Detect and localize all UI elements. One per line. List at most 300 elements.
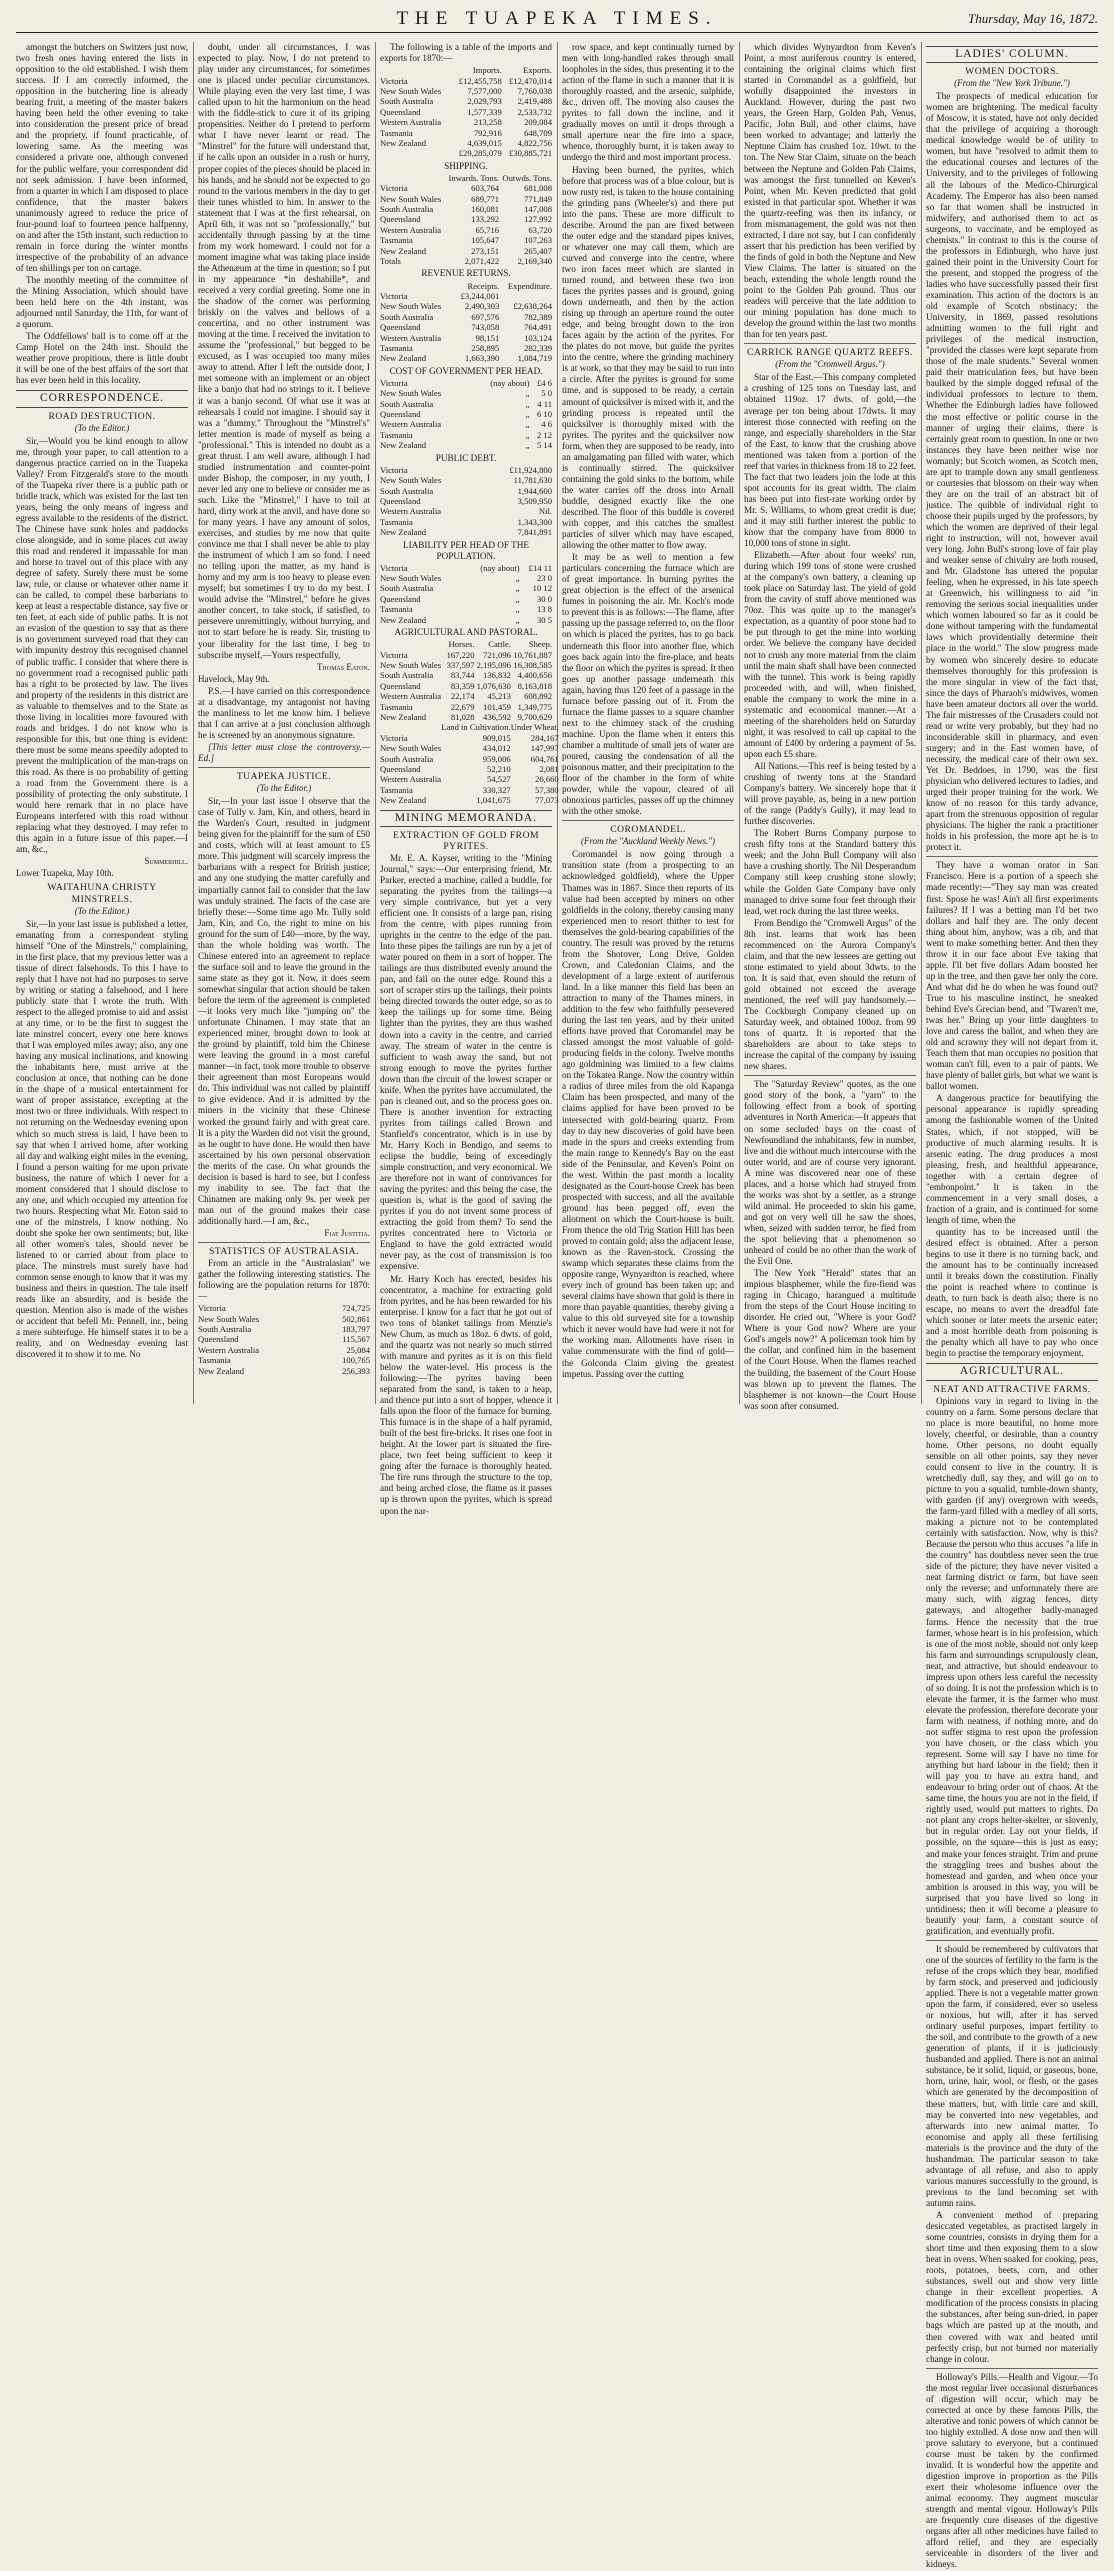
table-cell: 105,647: [471, 235, 500, 246]
editor-note: [This letter must close the controversy.—Ed.]: [198, 741, 370, 763]
table-row: [380, 256, 552, 266]
column-rule: [375, 42, 376, 1404]
table-row: [380, 486, 552, 496]
table-row: [380, 96, 552, 106]
table-cell: [380, 281, 453, 291]
table-cell: £2,638,264: [513, 301, 552, 312]
table-row: [380, 225, 552, 235]
table-title: REVENUE RETURNS.: [421, 268, 511, 279]
table-cell: 648,709: [524, 127, 552, 138]
table-row: [198, 1366, 370, 1376]
section-heading-mining: MINING MEMORANDA.: [380, 810, 552, 827]
table-cell: 101,459: [483, 701, 511, 712]
table-cell: (nay about): [480, 562, 520, 573]
table-cell: New Zealand: [380, 440, 427, 451]
table-row: [380, 204, 552, 214]
article-attribution: (From the "New York Tribune."): [954, 78, 1070, 89]
table-row: [380, 733, 559, 743]
table-row: [380, 604, 552, 614]
table-cell: 83,744: [450, 670, 475, 681]
paragraph: The New York "Herald" states that an impious blasphemer, while the fire-fiend was raging in Chicago, harangued a multitude from the steps of the Court House inciting to disorder. He cried out, "Where is your God? Where is your God now? Where are your God's angels now?" A policeman took him by the collar, and confined him in the basement of the Court House. When the flames reached the building, the basement of the Court House was blown up to prevent the flames. The blasphemer is not known—the Court House was soon after consumed.: [744, 1268, 916, 1411]
column-5: [744, 42, 916, 1411]
table-cell: 100,765: [342, 1355, 370, 1366]
article-attribution: (To the Editor.): [256, 783, 312, 794]
table-cell: Tasmania: [380, 701, 413, 712]
table-row: [380, 517, 552, 527]
table-cell: 2,169,340: [517, 256, 552, 267]
table-row: [198, 1345, 370, 1355]
table-cell: 436,592: [483, 711, 511, 722]
divider: [198, 767, 370, 768]
letter-signature: Thomas Eaton.: [316, 661, 370, 672]
table-row: [380, 465, 552, 475]
table-cell: 1,084,719: [517, 353, 552, 364]
table-cell: 133,292: [471, 214, 500, 225]
table-cell: 63,720: [528, 224, 552, 235]
table-cell: 1,076,630: [476, 680, 511, 691]
liability-table: [380, 563, 552, 625]
table-cell: 265,407: [524, 245, 552, 256]
table-cell: 107,263: [524, 235, 552, 246]
table-cell: Queensland: [380, 106, 421, 117]
columns: [16, 42, 1098, 2570]
table-cell: Queensland: [380, 680, 421, 691]
table-row: [198, 1314, 370, 1324]
table-row: [380, 527, 552, 537]
paragraph: which divides Wynyardton from Keven's Point, a most auriferous country is entered, containing the original claims which first started in Coromandel as a goldfield, but wofully disappointed the investors in Auckland. However, during the past two years, the Green Harp, Golden Pah, Venus, Pacific, John Bull, and other claims, have been worked to advantage; and latterly the Neptune Claim has crushed 1oz. 10wt. to the ton. The New Star Claim, situate on the beach between the Neptune and Golden Pah Claims, was amongst the first tunnelled on Keven's Point, when Mr. Keven predicted that gold existed in that particular spot. Whether it was the quartz-reefing was then its infancy, or from mismanagement, the gold was not then extracted, I dare not say, but I can confidently assert that his prediction has been verified by the finds of gold in both the Neptune and New View Claims. The latter is situated on the beach, extending the whole length round the point to the Golden Pah ground. Thus our readers will perceive that the late addition to our mining population has done much to develop the ground within the last two months than for ten years past.: [744, 42, 916, 340]
table-row: [380, 301, 552, 311]
table-cell: 792,916: [473, 127, 502, 138]
table-cell: 160,081: [471, 204, 500, 215]
table-cell: 127,992: [524, 214, 552, 225]
paragraph: Opinions vary in regard to living in the country on a farm. Some persons declare that no place is more beautiful, no home more lovely, cheerful, or desirable, than a country home. Other persons, no doubt equally sensible on all other points, say they never could consent to live in the country. It is wretchedly dull, say they, and will go on to picture to you a squalid, tumble-down shanty, with garden (if any) overgrown with weeds, the farm-yard filled with a medley of all sorts, making a picture not to be contemplated certainly with satisfaction. Now, why is this? Because the person who thus accuses "a life in the country" has doubtless never seen the true side of the picture; they have never visited a neat farming district or farm, but have seen only the reverse; and unfortunately there are many such, with zigzag fences, dirty gateways, and altogether badly-managed farms. Hence the necessity that the true farmer, whose heart is in his profession, which is one of the most noble, should not only keep his farm and surroundings scrupulously clean, neat, and attractive, but should endeavour to impress upon others less careful the necessity of so doing. It is not the profession which is to elevate the farmer, it is the farmer who must elevate the profession, therefore decorate your farm with neatness, if nothing more, and do not suffer stigma to rest upon the profession you have chosen, or the class which you represent. Some will say I have no time for anything but hard labour in the field; then it will pay you to have an extra hand, and endeavour to bring order out of chaos. At the same time, the hours you are not in the field, if rightly used, would put matters to rights. Do not plant any crops helter-skelter, or slovenly, but in regular order. Lay out your fields, if possible, on the square—this is just as easy; and make your fences straight. Trim and prune the straggling trees and bushes about the homestead and garden, and when once your ambition is aroused in this way, you will be surprised that you have lived so long in untidiness; then it will become a pleasure to beautify your farm, a constant source of gratification, and eventually profit.: [926, 1395, 1098, 1936]
table-cell: Inwards. Tons.: [448, 172, 500, 183]
letter-body: Sir,—In your last issue I observe that the case of Tully v. Jam, Kin, and others, heard in the Warden's Court, resulted in judgment being given for the plaintiff for the sum of £50 and costs, which will at least amount to £5 more. This judgment will scarcely impress the barbarians with a respect for British justice; and any one studying the matter carefully and impartially cannot fail to consider that the law was unduly strained. The facts of the case are briefly these:—Some time ago Mr. Tully sold Jam, Kin, and Co, the right to mine on his ground for the sum of £40—more, by the way, than the whole holding was worth. The Chinese entered into an agreement to replace the surface soil and to leave the ground in the same state as they got it. Now, it does seem somewhat singular that action should be taken before the term of the agreement is completed—it looks very much like "jumping on" the unfortunate Chinamen. I may state that an experienced miner, brought down to look at the ground by plaintiff, told him the Chinese were leaving the ground in a most careful manner—in fact, took more trouble to observe their agreement than most Europeans would do. This individual was not called by plaintiff to give evidence. And it is admitted by the miners in the vicinity that these Chinese worked the ground fairly and with great care. It is a pity the Warden did not visit the ground, as he ought to have done. He would then have ascertained by his own personal observation the merits of the case. On what grounds the decision is based is hard to see, but I confess my inability to see. The fact that the Chinamen are making only 9s. per week per man out of the ground makes their case additionally hard.—I am, &c.,: [198, 796, 370, 1226]
paragraph: Having been burned, the pyrites, which before that process was of a blue colour, but is now rusty red, is taken to the house containing the grinding pans (Wheeler's) and there put into the pans. These are more difficult to describe. Around the pan are fixed between the outer edge and the standard pipes knives, or whatever one may call them, which are curved and converge into the centre, where two iron faces meet which are slanted in turned round, and between these two iron faces the pyrites passes and is ground, going down underneath, and then by the action rising up through an aperture round the outer edge, and being brought down to the iron faces again by the action of the pyrites. For the plates do not move, but guide the pyrites into the centre, where the grinding machinery is at work, so that they may be said to run into a circle. After the pyrites is ground for some time, and is supposed to be ready, a certain amount of quicksilver is mixed with it, and the grinding process is repeated until the quicksilver is thoroughly mixed with the pyrites. The pyrites and the quicksilver now form, when they are supposed to be ready, into an amalgamating pan filled with water, which is continually stirred. The quicksilver containing the gold sinks to the bottom, while the water carries off the dross into Arnall buddle, designed exactly like the one described. The floor of this buddle is covered with copper, and this catches the smallest particles of silver which may have escaped, allowing the other matter to flow away.: [562, 164, 734, 551]
debt-table: [380, 465, 552, 538]
table-cell: [499, 291, 552, 301]
table-cell: Victoria: [380, 290, 408, 301]
table-cell: South Australia: [198, 1324, 252, 1335]
paragraph: The "Saturday Review" quotes, as the one good story of the book, a "yarn" to the following effect from a book of sporting adventures in North America:—It appears that on some secluded bays on the coast of Newfoundland the inhabitants, few in number, live and die without much intercourse with the outer world, and are of course very ignorant. A mine was discovered near one of these places, and a horse which had strayed from the works was shot by a settler, as a strange wild animal. He proceeded to skin his game, and got on very well till he saw the shoes, when, seized with sudden terror, he fled from the spot believing that a phenomenon so unheard of could be no other than the work of the Evil One.: [744, 1079, 916, 1267]
table-cell: 65,716: [475, 224, 500, 235]
column-4: [562, 42, 734, 1404]
table-cell: New South Wales: [380, 659, 442, 670]
table-cell: Victoria: [198, 1303, 226, 1314]
divider: [926, 1940, 1098, 1941]
letter-dateline: Havelock, May 9th.: [198, 673, 270, 684]
table-cell: New Zealand: [380, 711, 427, 722]
table-cell: 603,764: [471, 183, 500, 194]
table-cell: 2,533,732: [517, 106, 552, 117]
table-cell: Western Australia: [380, 224, 442, 235]
column-rule: [193, 42, 194, 1404]
divider: [926, 2368, 1098, 2369]
table-row: [380, 107, 552, 117]
table-cell: Queensland: [380, 495, 421, 506]
table-cell: South Australia: [380, 398, 434, 409]
table-cell: Cattle.: [488, 639, 511, 650]
table-cell: 502,861: [342, 1313, 370, 1324]
paragraph: From an article in the "Australasian" we gather the following interesting statistics. The following are the population returns for 1870:—: [198, 1258, 370, 1302]
table-cell: New Zealand: [380, 245, 427, 256]
table-cell: Tasmania: [380, 784, 413, 795]
table-row: [380, 764, 559, 774]
table-cell: 6 10: [536, 409, 552, 420]
table-cell: Western Australia: [380, 117, 442, 128]
table-cell: 81,028: [450, 711, 475, 722]
table-row: [198, 1303, 370, 1313]
table-cell: 213,258: [473, 117, 502, 128]
table-row: [380, 639, 552, 649]
table-row: [380, 322, 552, 332]
table-cell: 771,849: [524, 193, 552, 204]
table-cell: 782,389: [524, 311, 552, 322]
table-cell: 9,700,629: [517, 711, 552, 722]
article-heading: WOMEN DOCTORS.: [965, 66, 1059, 78]
table-cell: 5 0: [541, 388, 552, 399]
table-row: [380, 650, 552, 660]
table-title: SHIPPING.: [444, 160, 488, 171]
table-cell: 337,597: [446, 659, 475, 670]
table-cell: Tasmania: [380, 235, 413, 246]
table-cell: 256,393: [342, 1365, 370, 1376]
paragraph: Coromandel is now going through a transition state (from a prospecting to an acknowledged goldfield), where the Upper Thames was in 1867. Since then reports of its value had been accepted by miners on other goldfields in the colony, thereby causing many experienced men to resort thither to test for themselves the gold-bearing capabilities of the country. The result was proved by the returns from the Shotover, Long Drive, Golden Crown, and Caledonian Claims, and the development of a large extent of auriferous land. In a like manner this field has been an attraction to many of the Thames miners, in addition to the few who faithfully persevered during the last ten years, and by their united efforts have proved that Coromandel may be classed amongst the most valuable of gold-producing fields in the colony. Twelve months ago goldmining was limited to a few claims on the Tokatea Range. Now the country within a radius of three miles from the old Kapanga Claim has been prospected, and many of the claims applied for have been proved to be intersected with gold-bearing quartz. From day to day new discoveries of gold have been made in the spurs and creeks extending from the main range to Kennedy's Bay on the east side of the Peninsular, and Keven's Point on the west. Within the past month a locality designated as the Court-house Creek has been prospected with success, and all the available ground has been pegged off, even the allotment on which the Court-house is built. From thence the old Trig Station Hill has been proved to contain gold; also the adjacent lease, known as the Raven-stock. Crossing the swamp which separates these claims from the opposite range, Wynyardton is reached, where every inch of ground has been taken up; and several claims have shown that gold is there in more than payable quantities, thereby giving a value to this old surveyed site for a township which it never would have had were it not for the working man. Allotments have risen in value commensurate with the find of gold—the Golconda Claim giving the greatest impetus. Passing over the cutting: [562, 849, 734, 1379]
table-row: [380, 409, 552, 419]
table-cell: New Zealand: [380, 527, 427, 538]
table-cell: Victoria: [380, 75, 408, 86]
table-cell: Queensland: [380, 763, 421, 774]
article-heading: COROMANDEL.: [610, 824, 686, 836]
table-cell: Nil.: [538, 506, 552, 517]
table-cell: 115,567: [342, 1334, 370, 1345]
article-heading: STATISTICS OF AUSTRALASIA.: [208, 1246, 360, 1258]
table-cell: Victoria: [380, 732, 408, 743]
divider: [562, 820, 734, 821]
paragraph: Star of the East.—This company completed a crushing of 125 tons on Tuesday last, and obtained 119oz. 17 dwts. of gold,—the average per ton being about 17dwts. It may interest those connected with reefing on the range, and especially shareholders in the Star of the East, to know that the crushing above mentioned was taken from a portion of the reef that varies in thickness from 18 to 22 feet. The fact that two leaders join the lode at this spot accounts for its great width. The claim has been put into first-rate working order by Mr. S. Williams, to whom great credit is due; and it may still further interest the public to know that the company have from 8000 to 10,000 tons of stone in sight.: [744, 372, 916, 549]
table-row: [380, 691, 552, 701]
article-heading: NEAT AND ATTRACTIVE FARMS.: [933, 1383, 1091, 1395]
paragraph: The following is a table of the imports and exports for 1870:—: [380, 42, 552, 64]
article-heading: EXTRACTION OF GOLD FROM PYRITES.: [392, 829, 540, 852]
table-cell: 147,997: [530, 743, 559, 754]
table-cell: 4 11: [537, 398, 552, 409]
table-row: [380, 246, 552, 256]
table-cell: South Australia: [380, 204, 434, 215]
table-cell: £14 11: [528, 562, 552, 573]
table-cell: 147,008: [524, 204, 552, 215]
table-cell: £30,885,721: [509, 148, 552, 159]
section-heading-agricultural: AGRICULTURAL.: [926, 1363, 1098, 1380]
table-cell: New Zealand: [380, 137, 427, 148]
table-cell: New South Wales: [380, 388, 442, 399]
paragraph: From Bendigo the "Cromwell Argus" of the 8th inst. learns that work has been recommenced on the Aurora Company's claim, and that the new lessees are getting out stone estimated to yield about 3dwts. to the ton. It is said that, even should the return of gold obtained not exceed the average mentioned, the reef will pay handsomely.—The Cockburgh Company cleaned up on Saturday week, and obtained 100oz. from 99 tons of quartz. It is reported that the shareholders are about to take steps to increase the capital of the company by issuing new shares.: [744, 917, 916, 1072]
table-cell: New South Wales: [380, 193, 442, 204]
shipping-table: [380, 173, 552, 267]
table-cell: 23 0: [536, 573, 552, 584]
table-cell: „: [525, 429, 530, 440]
table-cell: 22,174: [450, 691, 475, 702]
table-cell: New South Wales: [380, 301, 442, 312]
table-row: [380, 743, 559, 753]
table-cell: Queensland: [380, 214, 421, 225]
table-cell: Western Australia: [198, 1344, 260, 1355]
table-cell: Victoria: [380, 562, 408, 573]
table-row: [380, 148, 552, 158]
article-attribution: (To the Editor.): [74, 422, 130, 433]
table-cell: 1,343,300: [517, 516, 552, 527]
section-heading-ladies-column: LADIES' COLUMN.: [926, 46, 1098, 63]
table-row: [380, 214, 552, 224]
table-cell: 8,163,818: [517, 680, 552, 691]
table-cell: [380, 65, 452, 75]
table-row: [380, 419, 552, 429]
table-cell: 83,359: [450, 680, 475, 691]
article-heading: WAITAHUNA CHRISTY MINSTRELS.: [47, 882, 157, 905]
table-cell: 2,195,096: [476, 659, 511, 670]
paragraph: A dangerous practice for beautifying the personal appearance is rapidly spreading among the fashionable women of the United States, which, if not stopped, will be productive of much alarming results. It is arsenic eating. The drug produces a most pleasing, fresh, and healthful appearance, together with a certain degree of "embonpoint." It is taken in the commencement in a very small doses, a fraction of a grain, and is continued for some length of time, when the: [926, 1093, 1098, 1225]
table-cell: New South Wales: [380, 85, 442, 96]
paragraph: The prospects of medical education for women are brightening. The medical faculty of Moscow, it is stated, have not only decided that the privilege of acquiring a thorough medical knowledge would be of utility to women, but have "resolved to admit them to the educational courses and lectures of the University, and to the privileges of following all the labours of the Medico-Chirurgical Academy. The Emperor has also been named so far that women shall be instructed in midwifery, and authorised them to act as surgeons, to vaccinate, and be employed as chemists." In contrast to this is the course of the professors in Edinburgh, who have just gained their point in the University Court for the present, and stopped the progress of the ladies who have successfully passed their first examination. This action of the doctors is an old example of Scotch obstinacy; the University, in 1869, passed resolutions admitting women to the full right and privileges of the medical instruction, "provided the classes were kept separate from those of the male students." Several women paid their matriculation fees, but have been baulked by the simple dogged refusal of the individual professors to lecture to them. Whether the Edinburgh ladies have followed the most effective or politic course in the manner of urging their claims, there is certainly great room to question. In one or two instances they have been neither wise nor womanly; but Scotch women, as Scotch men, are apt to trample down any small gentleness or courtesies that blossom on their way when they are on the trail of an abstract bit of justice. The quibble of individual right to choose their pupils urged by the professors, by which the women are deprived of their legal right to instruction, will not, however avail very long. John Bull's strong love of fair play and weaker sense of chivalry are both roused, and Mr. Gladstone has uttered the popular feeling, when he expressed, in his late speech at Greenwich, his willingness to aid "in removing the serious social inequalities under which women laboured so far as it could be done without tampering with the fundamental laws which providentially determine their place in the world." The slow progress made by women who sincerely desire to educate themselves thoroughly for this profession is the more singular in view of the fact that, since the days of Pharaoh's midwives, women have been amateur doctors all over the world. The fair mistresses of the Crusaders could not read or write very probably, but they had no inconsiderable skill in pharmacy, and even surgery; and in the East women have, of necessity, the medical care of their own sex. Yet Dr. Beddoes, in 1790, was the first physician who delivered lectures to ladies, and urged their proper training for the work. We know of no reason for this tardy advance, apart from the strenuous opposition of regular physicians. The higher the rank a practitioner holds in his profession, the more apt he is to protect it.: [926, 91, 1098, 853]
table-cell: 1,349,775: [517, 701, 552, 712]
table-row: [380, 86, 552, 96]
table-row: [380, 65, 552, 75]
table-row: [380, 660, 552, 670]
table-cell: 10,761,887: [513, 649, 552, 660]
table-cell: Tasmania: [380, 342, 413, 353]
table-cell: 4 6: [541, 419, 552, 430]
table-cell: 282,339: [524, 342, 552, 353]
table-cell: 1,041,675: [476, 795, 511, 806]
revenue-table: [380, 281, 552, 364]
table-cell: 25,084: [346, 1344, 370, 1355]
article-heading: CARRICK RANGE QUARTZ REEFS.: [747, 347, 913, 359]
paragraph: doubt, under all circumstances, I was expected to play. Now, I do not pretend to play under any circumstances, for sometimes one is placed under peculiar circumstances. While playing even the very last time, I was called upon to hit the harmonium on the head with the fiddle-stick to cure it of its griping propensities. Neither do I pretend to perform what I have never learnt or read. The "Minstrel" for the future will understand that, if he calls upon an outsider in a rush or hurry, proper copies of the pieces should be placed in his hands, and he should not be expected to go round to the various members in the day to get their tunes whistled to him. In answer to the statement that I was at the first rehearsal, on April 6th, it was not so "professionally," but accidentally through passing by at the time from my work homeward. I could not for a moment imagine what was taking place inside the Athenæum at the time in question; so I put in my appearance *in deshabille*, and received a very cordial greeting. Some one in the shadow of the corner was performing briskly on the valves and bellows of a concertina, and no other instrument was moving at the time. I received the invitation to assume the "professional," but begged to be excused, as I was occupied too many miles away to attend. After I left the outside door, I met someone with an implement or an object like a banjo that had no strings to it. I believe it was a banjo second. Of what use it was at rehearsals I could not imagine. I should say it was a "dummy." Throughout the "Minstrel's" letter mention is made of myself as being a "professional." This is intended no doubt as a great thrust. I am well aware, although I had studied instrumentation and counter-point under Bishop, the composer, in my youth, I never led any one to believe or consider me as such. Like the "Minstrel," I have to toil at hard, dirty work at the anvil, and have done so for many years. I have any amount of solos, exercises, and studies by me now that quite convince me that I shall never be able to play the instrument of which I am so fond. I need no telling upon the matter, as my hand is horny and my arm is too heavy to please even myself; but sometimes I try to do my best. I would advise the "Minstrel," before he gives another concert, to take stock, if satisfied, to persevere unremittingly, without hurrying, and not to start before he is ready. Sir, trusting to your liberality for the last time, I beg to subscribe myself,—Yours respectfully,: [198, 42, 370, 660]
paragraph: Mr. Harry Koch has erected, besides his concentrator, a machine for extracting gold from pyrites, and he has been rewarded for his enterprise. I know for a fact that he got out of two tons of blanket tailings from Menzie's New Chum, as much as 18oz. 6 dwts. of gold, and the quartz was not nearly so much stirred with manure and pyrites as it is on this field below the water-level. His process is the following:—The pyrites having been separated from the sand, is taken to a heap, and thence put into a sort of hopper, whence it falls upon the floor of the furnace for burning. This furnace is in the shape of a half pyramid, built of the best fire-bricks. It rises one foot in height. At the lower part is situated the fire-place, two feet being sufficient to keep it going after the furnace is thoroughly heated. The fire runs through the structure to the top, and being arched close, the flame as it passes up is thrown upon the pyrites, which is spread upon the nar-: [380, 1273, 552, 1516]
paragraph: All Nations.—This reef is being tested by a crushing of twenty tons at the Standard Company's battery. We sincerely hope that it will prove payable, as, being in a new portion of the range (Paddy's Gully), it may lead to further discoveries.: [744, 761, 916, 827]
table-cell: 5 14: [536, 440, 552, 451]
table-cell: [380, 639, 445, 649]
table-cell: 1,944,600: [517, 485, 552, 496]
table-cell: 167,220: [446, 649, 475, 660]
table-cell: „: [515, 573, 520, 584]
masthead: [16, 6, 1098, 33]
table-row: [380, 235, 552, 245]
table-cell: 608,892: [524, 691, 552, 702]
table-cell: 724,725: [342, 1303, 370, 1314]
table-cell: 258,895: [471, 342, 500, 353]
table-cell: 909,015: [482, 732, 511, 743]
table-cell: New South Wales: [380, 475, 442, 486]
table-cell: 30 0: [536, 593, 552, 604]
table-cell: £12,455,758: [458, 75, 502, 86]
paragraph: It should be remembered by cultivators that one of the sources of fertility to the farm is the refuse of the crops which they bear, modified by farm stock, and preserved and judiciously applied. There is not a vegetable matter grown upon the farm, if considered, ever so useless or noxious, but will, after it has served ordinary useful purposes, impart fertility to the soil, and contribute to the growth of a new generation of plants, if it is judiciously husbanded and applied. There is not an animal substance, be it solid, liquid, or gaseous, bone, horn, urine, hair, wool, or flesh, or the gases which are generated by the decomposition of these matters, but, with little care and skill, may be converted into new vegetables, and afterwards into new animal matter. To economise and apply all these fertilising materials is the province and the duty of the husbandman. The particular season to take advantage of all refuse, and also to apply various manures successfully to the ground, is previous to the land becoming set with autumn rains.: [926, 1943, 1098, 2208]
table-cell: Queensland: [198, 1334, 239, 1345]
table-cell: 7,760,038: [517, 85, 552, 96]
letter-body: Sir,—In your last issue is published a letter, emanating from a correspondent styling himself "One of the Minstrels," complaining, in the first place, that my previous letter was a tissue of direct falsehoods. To this I have to reply that I have not had no purposes to serve by writing or stating a falsehood, and I here publicly state that I wrote the truth. With respect to the alleged promise to aid and assist at any time, or to be the first to suggest the late minstrel concert, every one here knows that I was employed miles away; also, any one having any musical inclinations, and knowing the inhabitants here, must arrive at the conclusion at once, that nothing can be done in the shape of a musical entertainment for want of proper assistance, excepting at the most two or three individuals. With respect to not returning on the Wednesday evening upon which so much stress is laid, I have been to say that when I arrived home, after working all day and walking eight miles in the evening, I found a person waiting for me upon private business, the nature of which I never for a moment considered that I should disclose to any one, and which occupied my attention for two hours. Respecting what Mr. Eaton said to one of the minstrels, I know nothing. No doubt she spoke her own sentiments; but, like all other women's tales, should never be listened to or carried about from place to place. The minstrels must surely have had common sense enough to know that it was my business and theirs in question. The tale itself reads like an absurdity, and is beside the question. Mention also is made of the wishes or accident that befell Mr. Pennell, inr., being a mere subterfuge. He himself states it to be a reality, and on Wednesday evening last discovered it to show it to me. No: [16, 918, 188, 1360]
table-row: [198, 1355, 370, 1365]
table-cell: 209,084: [524, 117, 552, 128]
table-row: [380, 76, 552, 86]
table-cell: 681,008: [524, 183, 552, 194]
table-cell: Exports.: [523, 65, 552, 76]
table-row: [380, 702, 552, 712]
table-cell: 721,096: [483, 649, 511, 660]
paragraph: Elizabeth.—After about four weeks' run, during which 199 tons of stone were crushed at the company's own battery, a cleaning up took place on Saturday last. The yield of gold from the cavity of stuff above mentioned was 70oz. This was quite up to the manager's expectation, as a quantity of poor stone had to be put through to get the mine into working order. We believe the company have decided not to crush any more material from the claim until the main shaft shall have been connected with the tunnel. This work is being rapidly proceeded with, and will, when finished, enable the company to work the mine in a systematic and economical manner.—At a meeting of the shareholders held on Saturday night, it was resolved to call up capital to the amount of £400 by ordering a payment of 5s. upon each £5 share.: [744, 550, 916, 759]
table-cell: Tasmania: [198, 1355, 231, 1366]
table-cell: 2,081: [539, 763, 559, 774]
table-row: [380, 594, 552, 604]
table-row: [380, 333, 552, 343]
table-cell: Western Australia: [380, 332, 442, 343]
paragraph: The Oddfellows' ball is to come off at the Camp Hotel on the 24th inst. Should the weather prove propitious, there is little doubt it will be one of the best affairs of the sort that has ever been held in this locality.: [16, 331, 188, 386]
table-cell: 4,822,756: [517, 137, 552, 148]
table-cell: New South Wales: [380, 573, 442, 584]
table-cell: 183,797: [342, 1324, 370, 1335]
table-cell: Victoria: [380, 649, 408, 660]
table-row: [380, 774, 559, 784]
table-cell: 30 5: [536, 614, 552, 625]
table-row: [380, 712, 552, 722]
paragraph: It may be as well to mention a few particulars concerning the furnace which are of great importance. In burning pyrites the great objection is the effect of the arsenical fumes in poisoning the air. Mr. Koch's mode to prevent this is as follows:—The flame, after passing up the passage referred to, on the floor on which is placed the pyrites, has to go back underneath this floor into another flue, which goes back again into the fire-place, and heats the floor on which the pyrites is spread. It then goes up another passage underneath this again, having thus 120 feet of a passage in the furnace before passing out of it. From the furnace the flame passes to a square chamber next to the chimney stack of the crushing machine. Upon the flame when it enters this chamber a multitude of small jets of water are poured, causing the condensation of all the poisonous matter, and their precipitation to the floor of the chamber in the form of white powder, while the vapour, cleared of all obnoxious particles, passes off up the chimney with the other smoke.: [562, 552, 734, 817]
table-cell: New Zealand: [198, 1365, 245, 1376]
table-cell: £12,470,014: [509, 75, 552, 86]
table-cell: Western Australia: [380, 506, 442, 517]
table-cell: New South Wales: [198, 1313, 260, 1324]
table-row: [380, 785, 559, 795]
divider: [744, 1075, 916, 1076]
letter-dateline: Lower Tuapeka, May 10th.: [16, 868, 114, 879]
table-cell: 13 8: [536, 604, 552, 615]
table-cell: 2 12: [536, 429, 552, 440]
table-row: [380, 378, 552, 388]
table-cell: 273,151: [471, 245, 500, 256]
column-6: [926, 42, 1098, 2570]
table-row: [198, 1324, 370, 1334]
table-row: [380, 138, 552, 148]
divider: [926, 856, 1098, 857]
table-cell: New Zealand: [380, 795, 427, 806]
table-cell: 57,380: [535, 784, 559, 795]
table-cell: 7,577,000: [467, 85, 502, 96]
table-cell: Sheep.: [528, 639, 552, 650]
article-attribution: (To the Editor.): [74, 905, 130, 916]
paragraph: The Robert Burns Company purpose to crush fifty tons at the Standard battery this week; and the John Bull Company will also have a crushing shortly. The Nil Desperandum Company still keep crushing stone slowly; while the Golden Gate Company have only managed to drive some four feet through their lead, wet rock during the last three weeks.: [744, 828, 916, 916]
newspaper-title: THE TUAPEKA TIMES.: [396, 8, 718, 29]
article-attribution: (From the "Cromwell Argus."): [775, 359, 885, 370]
table-row: [380, 795, 559, 805]
column-rule: [921, 42, 922, 1404]
cost-table: [380, 378, 552, 451]
table-cell: Victoria: [380, 464, 408, 475]
issue-date: Thursday, May 16, 1872.: [968, 11, 1098, 26]
agriculture-table: [380, 639, 552, 722]
table-row: [380, 117, 552, 127]
table-cell: South Australia: [380, 96, 434, 107]
table-row: [380, 183, 552, 193]
table-cell: Land in Cultivation.: [441, 722, 511, 733]
table-cell: Tasmania: [380, 127, 413, 138]
paragraph: The monthly meeting of the committee of the Mining Association, which should have been held here on the 4th instant, was adjourned until Saturday, the 11th, for want of a quorum.: [16, 274, 188, 330]
table-cell: £29,285,079: [458, 148, 502, 159]
paragraph: They have a woman orator in San Francisco. Here is a portion of a speech she made recently:—"They say man was created first. Spose he was! Ain't all first experiments failures? If I was a betting man I'd bet two dollars and half they are. The only decent thing about him, anyhow, was a rib, and that went to make something better. And then they throw it in our face about Eve taking that apple. I'll bet five dollars Adam boosted her up in the tree, and then gave her only the core. And what did he do when he was found out? True to his masculine instinct, he sneaked behind Eve's Grecian bend, and "Twaren't me, twas her." Bring up your little daughters to love and caress the ballot, and when they are old and scrawny they will not depart from it. Teach them that man occupies no position that woman can't fill, even to a pair of pants. We have plenty of ballet girls, but what we want is ballot women.: [926, 860, 1098, 1092]
table-cell: „: [525, 398, 530, 409]
table-row: [380, 194, 552, 204]
table-cell: 45,213: [487, 691, 511, 702]
table-cell: 54,527: [487, 774, 511, 785]
table-cell: 98,151: [475, 332, 500, 343]
table-row: [380, 399, 552, 409]
table-cell: 2,419,488: [517, 96, 552, 107]
paragraph: Mr. E. A. Kayser, writing to the "Mining Journal," says:—Our enterprising friend, Mr. Parker, erected a machine, called a buddle, for separating the pyrites from the tailings—a very simple contrivance, but yet a very efficient one. It consists of a large pan, rising from the centre, with pipes running from uprights in the centre to the edge of the pan. Into these pipes the tailings are run by a jet of water poured on them in a sort of hopper. The tailings are thus distributed evenly around the pan, and fall on the outer edge. Round this a sort of scraper stirs up the tailings, their points being directed towards the outer edge, so as to keep the tailings up for some time. Being lighter than the pyrites, they are thus washed down into a cavity in the centre, and carried away. The stream of water in the centre is sufficient to wash away the sand, but not strong enough to move the pyrites further down than the circuit of the lowest scraper or knife. When the pyrites have accumulated, the pan is cleaned out, and so the process goes on. There is another invention for extracting pyrites from tailings called Brown and Stanfield's concentrator, which is in use by Mr. Harry Koch in Bendigo, and seems to eclipse the buddle, being of exceedingly simple construction, and very economical. We are therefore not in want of contrivances for saving the pyrites: and this being the case, the question is, what is the good of saving the pyrites if you do not invent some process of extracting the gold from them? To send the pyrites concentrated here to Victoria or England to have the gold extracted would never pay, as the cost of transmission is too expensive.: [380, 852, 552, 1272]
table-row: [380, 615, 552, 625]
table-row: [380, 430, 552, 440]
postscript: P.S.—I have carried on this correspondence at a disadvantage, my antagonist not having the manliness to let me know him. I believe that I can arrive at a just conclusion although he is screened by an anonymous signature.: [198, 685, 370, 740]
article-heading: TUAPEKA JUSTICE.: [236, 771, 332, 783]
table-row: [380, 754, 559, 764]
table-row: [380, 583, 552, 593]
table-cell: 764,491: [524, 322, 552, 333]
table-cell: „: [515, 583, 520, 594]
table-cell: South Australia: [380, 311, 434, 322]
table-cell: 284,167: [530, 732, 559, 743]
column-2: [198, 42, 370, 1404]
table-cell: 26,660: [535, 774, 559, 785]
table-cell: 2,029,793: [467, 96, 502, 107]
table-cell: 103,124: [524, 332, 552, 343]
table-row: [380, 722, 559, 732]
table-row: [380, 173, 552, 183]
table-row: [380, 670, 552, 680]
table-cell: [380, 148, 452, 158]
article-heading: ROAD DESTRUCTION.: [48, 410, 156, 422]
table-cell: Expenditure.: [507, 280, 552, 291]
table-title: PUBLIC DEBT.: [435, 452, 497, 463]
table-cell: 1,663,390: [464, 353, 500, 364]
paragraph: amongst the butchers on Switzers just now, two fresh ones having entered the lists in opposition to the old established. I wish them success. If I am correctly informed, the opposition in the butchering line is already bearing fruit, a meeting of the master bakers having been held the other evening to take into consideration the present price of bread and the propriety, if found practicable, of lowering same. As the meeting was considered a private one, although convened for the public welfare, your correspondent did not seek admission. I have been informed, from a quarter in which I am disposed to place confidence, that the master bakers unanimously agreed to reduce the price of four-pound loaf to fourteen pence halfpenny, on and after the 15th instant, such reduction to remain in force during the winter months irrespective of the probability of an advance of ten shillings per ton on cartage.: [16, 42, 188, 273]
table-row: [380, 506, 552, 516]
table-cell: Totals: [380, 256, 401, 267]
table-cell: Tasmania: [380, 516, 413, 527]
table-title: LIABILITY PER HEAD OF THE POPULATION.: [402, 539, 530, 561]
paragraph: quantity has to be increased until the desired effect is obtained. After a person begins to use it there is no turning back, and the amount has to be continually increased until it breaks down the constitution. Finally the point is reached where to continue is death, to turn back is death also; there is no escape, no means to avert the dreadful fate which sooner or later meets the arsenic eater; and a most horrible death from poisoning is the penalty which all have to pay who once begin to practise the temporary enjoyment.: [926, 1226, 1098, 1359]
column-1: [16, 42, 188, 1404]
table-cell: „: [515, 604, 520, 615]
column-rule: [739, 42, 740, 1404]
table-cell: Queensland: [380, 322, 421, 333]
table-cell: Western Australia: [380, 774, 442, 785]
table-cell: 22,679: [450, 701, 475, 712]
table-row: [380, 681, 552, 691]
table-row: [380, 563, 552, 573]
table-row: [380, 496, 552, 506]
table-cell: 697,576: [471, 311, 500, 322]
table-cell: Imports.: [472, 65, 502, 76]
letter-signature: Summerhill.: [144, 856, 188, 867]
article-attribution: (From the "Auckland Weekly News."): [580, 836, 716, 847]
table-cell: „: [515, 614, 520, 625]
table-cell: 52,210: [487, 763, 511, 774]
table-cell: 77,073: [535, 795, 559, 806]
table-cell: 2,490,303: [464, 301, 500, 312]
table-cell: New South Wales: [380, 743, 442, 754]
table-cell: 743,058: [471, 322, 500, 333]
advertisement: Holloway's Pills.—Health and Vigour.—To the most regular liver occasional disturbances of digestion will occur, which may be corrected at once by these famous Pills, the alterative and tonic powers of which cannot be too highly extolled. A dose now and then will prove salutary to everyone, but a continued course must be taken by the confirmed invalid. It is wonderful how the appetite and digestion improve in proportion as the Pills exert their wholesome influence over the animal economy. They augment muscular strength and mental vigour. Holloway's Pills are frequently cure diseases of the digestive organs after all other medicines have failed to afford relief, and they are especially serviceable in disorders of the liver and kidneys.: [926, 2371, 1098, 2570]
table-cell: „: [515, 593, 520, 604]
table-cell: Tasmania: [380, 429, 413, 440]
table-cell: 4,639,015: [467, 137, 502, 148]
table-cell: £11,924,800: [509, 464, 552, 475]
